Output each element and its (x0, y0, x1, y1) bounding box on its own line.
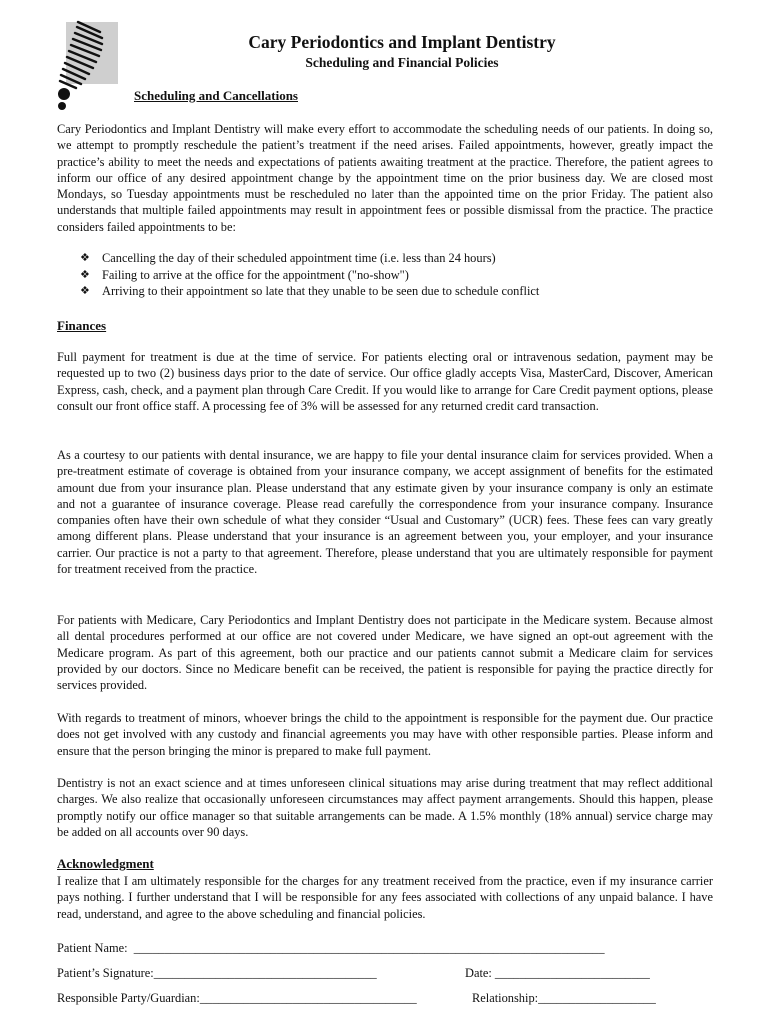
acknowledgment-paragraph: I realize that I am ultimately responsible for the charges for any treatment received from the practice, even if my insurance carrier pays nothing. I further understand that I will be responsible for any fees associated with collections of any unpaid balance. I have read, understand, and agree to the above scheduling and financial policies. (57, 874, 713, 921)
date-field[interactable]: Date: _________________________ (465, 966, 650, 980)
patient-name-field[interactable]: Patient Name: ____________________________________________________________________________ (57, 941, 605, 955)
finances-charges-paragraph: Dentistry is not an exact science and at times unforeseen clinical situations may arise during treatment that may reflect additional charges. We also realize that occasionally unforeseen circumstances may affect payment arrangements. Should this happen, please promptly notify our office manager so that suitable arrangements can be made. A 1.5% monthly (18% annual) service charge may be added on all accounts over 90 days. (57, 776, 713, 839)
scheduling-paragraph: Cary Periodontics and Implant Dentistry will make every effort to accommodate the scheduling needs of our patients. In doing so, we attempt to promptly reschedule the patient’s treatment if the need arises. Failed appointments, however, greatly impact the practice’s ability to meet the needs and expectations of patients awaiting treatment at the practice. Therefore, the patient agrees to inform our office of any desired appointment change by the appointment time on the prior business day. We are closed most Mondays, so Tuesday appointments must be rescheduled no later than the appointed time on the prior Friday. The patient also understands that multiple failed appointments may result in appointment fees or possible dismissal from the practice. The practice considers failed appointments to be: (57, 122, 713, 234)
list-item: ❖ Arriving to their appointment so late that they unable to be seen due to schedule conflict (80, 284, 540, 298)
page-title: Cary Periodontics and Implant Dentistry (248, 32, 556, 52)
relationship-field[interactable]: Relationship:___________________ (472, 991, 656, 1005)
patient-signature-field[interactable]: Patient’s Signature:____________________________________ (57, 966, 377, 980)
finances-heading: Finances (57, 318, 107, 333)
scheduling-heading: Scheduling and Cancellations (134, 88, 298, 103)
acknowledgment-heading: Acknowledgment (57, 856, 154, 871)
list-item: ❖ Failing to arrive at the office for the appointment ("no-show") (80, 267, 409, 282)
finances-minors-paragraph: With regards to treatment of minors, whoever brings the child to the appointment is responsible for the payment due. Our practice does not get involved with any custody and financial agreements you may have with other responsible parties. Please inform and ensure that the person bringing the minor is prepared to make full payment. (57, 711, 713, 758)
finances-payment-paragraph: Full payment for treatment is due at the time of service. For patients electing oral or intravenous sedation, payment may be requested up to two (2) business days prior to the date of service. Our office gladly accepts Visa, MasterCard, Discover, American Express, cash, check, and a payment plan through Care Credit. If you would like to arrange for Care Credit payment options, please consult our front office staff. A processing fee of 3% will be assessed for any returned credit card transaction. (57, 350, 713, 413)
diamond-bullet-icon: ❖ (80, 251, 90, 264)
finances-insurance-paragraph: As a courtesy to our patients with dental insurance, we are happy to file your dental insurance claim for services provided. When a pre-treatment estimate of coverage is obtained from your insurance company, we accept assignment of benefits for the estimated amount due from your insurance plan. Please understand that any estimate given by your insurance company is only an estimate and not a guarantee of insurance coverage. Please read carefully the correspondence from your insurance company. Insurance companies often have their own schedule of what they consider “Usual and Customary” (UCR) fees. These fees can vary greatly among different plans. Please understand that your insurance is an agreement between you, your employer, and your insurance carrier. Our practice is not a party to that agreement. Therefore, please understand that you are ultimately responsible for payment for treatment received from the practice. (57, 448, 713, 577)
diamond-bullet-icon: ❖ (80, 284, 90, 297)
finances-medicare-paragraph: For patients with Medicare, Cary Periodontics and Implant Dentistry does not participate in the Medicare system. Because almost all dental procedures performed at our office are not covered under Medicare, we have signed an opt-out agreement with the Medicare program. As part of this agreement, both our practice and our patients cannot submit a Medicare claim for services provided by our doctors. Since no Medicare benefit can be received, the patient is responsible for paying the practice directly for services provided. (57, 613, 713, 693)
guardian-field[interactable]: Responsible Party/Guardian:___________________________________ (57, 991, 417, 1005)
failed-appointments-list (80, 250, 539, 300)
page-subtitle: Scheduling and Financial Policies (305, 55, 499, 70)
diamond-bullet-icon: ❖ (80, 267, 90, 281)
list-item: ❖ Cancelling the day of their scheduled appointment time (i.e. less than 24 hours) (80, 251, 496, 265)
